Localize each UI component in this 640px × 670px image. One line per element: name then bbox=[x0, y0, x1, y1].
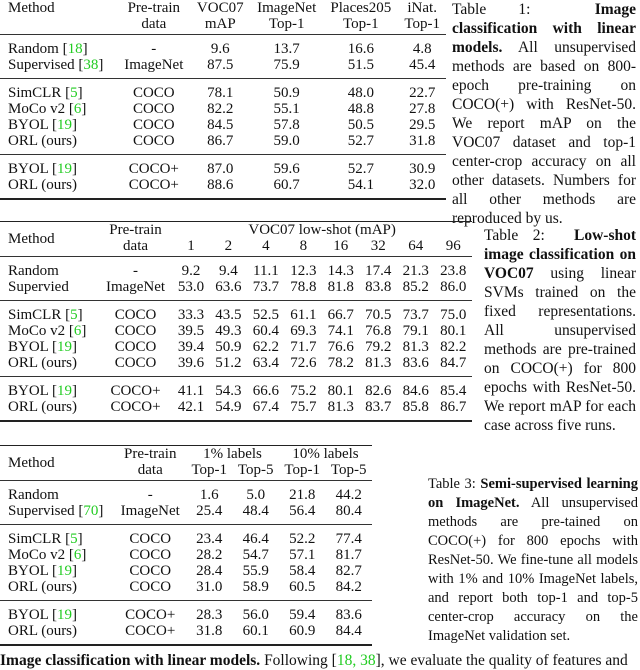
citation-link[interactable]: 5 bbox=[70, 307, 78, 323]
value-cell: 87.5 bbox=[207, 57, 234, 73]
citation-link[interactable]: 18 bbox=[67, 41, 83, 57]
value-cell: 39.6 bbox=[177, 355, 205, 371]
value-cell: 85.4 bbox=[434, 377, 472, 400]
pretrain-data-cell: COCO+ bbox=[114, 623, 186, 645]
value-cell: 59.6 bbox=[250, 155, 323, 178]
value-cell: 11.1 bbox=[247, 257, 284, 280]
value-cell: 28.2 bbox=[196, 547, 223, 563]
value-cell: 44.2 bbox=[325, 481, 372, 504]
pretrain-data-cell: - bbox=[114, 481, 186, 504]
column-header: Method bbox=[8, 0, 55, 16]
value-cell: 17.4 bbox=[360, 257, 397, 280]
citation-link[interactable]: 5 bbox=[70, 85, 78, 101]
value-cell: 54.3 bbox=[210, 377, 247, 400]
method-name: BYOL bbox=[8, 383, 49, 399]
pretrain-data-cell: COCO bbox=[129, 563, 172, 579]
table-row bbox=[0, 133, 446, 155]
table-3-caption bbox=[428, 475, 638, 646]
pretrain-data-cell: ImageNet bbox=[124, 57, 184, 73]
value-cell: 23.4 bbox=[186, 525, 232, 548]
citation-link[interactable]: 70 bbox=[83, 503, 99, 519]
table-row bbox=[0, 57, 446, 79]
value-cell: 75.9 bbox=[273, 57, 300, 73]
method-cell bbox=[0, 257, 99, 280]
table-row bbox=[0, 623, 372, 645]
value-cell: 48.8 bbox=[347, 101, 374, 117]
value-cell: 39.4 bbox=[177, 339, 205, 355]
value-cell: 25.4 bbox=[196, 503, 223, 519]
value-cell: 52.2 bbox=[279, 525, 325, 548]
method-cell: MoCo v2 [6] bbox=[8, 101, 87, 117]
table-row bbox=[0, 601, 372, 624]
value-cell: 33.3 bbox=[172, 301, 209, 324]
table-row bbox=[0, 177, 446, 199]
caption-text: All unsupervised methods are based on 800-epoch pre-training on COCO(+) with ResNet-50. We report mAP on the VOC07 dataset and top-1 center-crop accuracy on all other datasets. Numbers for all other methods are reproduced by us. bbox=[452, 39, 636, 227]
column-header: 32 bbox=[370, 238, 386, 254]
table-2-low-shot bbox=[0, 221, 472, 422]
value-cell: 1.6 bbox=[186, 481, 232, 504]
column-header: 1 bbox=[187, 238, 195, 254]
value-cell: 56.4 bbox=[289, 503, 316, 519]
table-row bbox=[0, 481, 372, 504]
method-name: ORL (ours) bbox=[8, 399, 78, 415]
value-cell: 50.5 bbox=[347, 117, 374, 133]
value-cell: 82.2 bbox=[207, 101, 234, 117]
column-header: Places205 bbox=[330, 0, 392, 16]
pretrain-data-cell: COCO bbox=[132, 101, 175, 117]
column-header: VOC07 bbox=[196, 0, 244, 16]
value-cell: 84.2 bbox=[335, 579, 362, 595]
value-cell: 61.1 bbox=[285, 301, 322, 324]
value-cell: 82.7 bbox=[335, 563, 362, 579]
value-cell: 32.0 bbox=[398, 177, 446, 199]
method-name: Supervised bbox=[8, 503, 75, 519]
value-cell: 73.7 bbox=[397, 301, 434, 324]
value-cell: 71.7 bbox=[290, 339, 317, 355]
caption-label: Table 3: bbox=[428, 476, 476, 492]
value-cell: 57.1 bbox=[289, 547, 316, 563]
method-name: Random bbox=[8, 41, 59, 57]
pretrain-data-cell: COCO bbox=[129, 579, 172, 595]
value-cell: 58.9 bbox=[242, 579, 269, 595]
column-header: Top-1 bbox=[284, 462, 321, 478]
value-cell: 83.6 bbox=[325, 601, 372, 624]
value-cell: 76.6 bbox=[327, 339, 354, 355]
method-cell: Supervised [38] bbox=[8, 57, 104, 73]
method-name: MoCo v2 bbox=[8, 323, 66, 339]
table-row bbox=[0, 339, 472, 355]
method-cell: MoCo v2 [6] bbox=[8, 547, 87, 563]
method-name: BYOL bbox=[8, 607, 49, 623]
value-cell: 46.4 bbox=[233, 525, 279, 548]
value-cell: 39.5 bbox=[177, 323, 205, 339]
value-cell: 80.4 bbox=[335, 503, 362, 519]
column-header: Top-1 bbox=[268, 16, 305, 32]
column-header: Top-5 bbox=[237, 462, 274, 478]
pretrain-data-cell: COCO bbox=[132, 117, 175, 133]
column-header: Method bbox=[8, 455, 55, 471]
value-cell: 80.1 bbox=[322, 377, 359, 400]
value-cell: 78.2 bbox=[327, 355, 354, 371]
pretrain-data-cell: COCO bbox=[114, 355, 157, 371]
column-header: 96 bbox=[445, 238, 461, 254]
body-paragraph bbox=[0, 652, 628, 670]
paragraph-heading: Image classification with linear models. bbox=[0, 652, 261, 669]
method-cell bbox=[0, 355, 99, 377]
column-header: 8 bbox=[299, 238, 308, 254]
method-name: Random bbox=[8, 487, 59, 503]
method-cell: BYOL [19] bbox=[8, 339, 78, 355]
value-cell: 83.7 bbox=[360, 399, 397, 421]
value-cell: 83.6 bbox=[402, 355, 429, 371]
value-cell: 81.3 bbox=[322, 399, 359, 421]
method-name: SimCLR bbox=[8, 307, 62, 323]
citation-link[interactable]: 6 bbox=[73, 547, 82, 563]
method-name: Supervied bbox=[8, 279, 69, 295]
column-header: Top-1 bbox=[404, 16, 440, 32]
citation-link[interactable]: 19 bbox=[57, 339, 73, 355]
value-cell: 57.8 bbox=[273, 117, 300, 133]
table-row bbox=[0, 155, 446, 178]
method-cell bbox=[0, 177, 117, 199]
column-header: 1% labels bbox=[203, 446, 262, 462]
pretrain-data-cell: COCO+ bbox=[117, 177, 190, 199]
method-cell bbox=[0, 399, 99, 421]
method-name: SimCLR bbox=[8, 85, 62, 101]
pretrain-data-cell: COCO bbox=[114, 339, 157, 355]
value-cell: 53.0 bbox=[177, 279, 205, 295]
caption-text: All unsupervised methods are pre-tained on COCO(+) for 800 epochs with ResNet-50. We fine-tune all models with 1% and 10% ImageNet labels, and report both top-1 and top-5 center-crop accuracy on the ImageNet validation set. bbox=[428, 495, 638, 644]
table-row bbox=[0, 355, 472, 377]
column-header: Pre-train bbox=[109, 222, 162, 238]
method-cell bbox=[0, 623, 114, 645]
method-name: ORL (ours) bbox=[8, 355, 78, 371]
value-cell: 60.9 bbox=[279, 623, 325, 645]
value-cell: 51.2 bbox=[215, 355, 242, 371]
column-header: Top-1 bbox=[343, 16, 379, 32]
method-name: SimCLR bbox=[8, 531, 62, 547]
value-cell: 55.1 bbox=[273, 101, 300, 117]
value-cell: 31.8 bbox=[186, 623, 232, 645]
table-row bbox=[0, 377, 472, 400]
pretrain-data-cell: COCO bbox=[129, 547, 172, 563]
value-cell: 59.0 bbox=[273, 133, 300, 149]
column-header: ImageNet bbox=[257, 0, 317, 16]
column-header: 4 bbox=[262, 238, 270, 254]
column-header: Method bbox=[8, 231, 55, 247]
method-cell bbox=[0, 579, 114, 601]
method-cell: SimCLR [5] bbox=[0, 301, 99, 324]
value-cell: 79.1 bbox=[402, 323, 429, 339]
method-cell: BYOL [19] bbox=[0, 377, 99, 400]
value-cell: 80.1 bbox=[440, 323, 467, 339]
method-cell: Supervised [70] bbox=[8, 503, 104, 519]
table-row bbox=[0, 579, 372, 601]
caption-title: Semi-supervised learning on ImageNet. bbox=[428, 476, 638, 511]
caption-title: Image classification with linear models. bbox=[452, 1, 637, 56]
pretrain-data-cell: COCO bbox=[117, 79, 190, 102]
value-cell: 52.7 bbox=[347, 133, 374, 149]
value-cell: 4.8 bbox=[398, 35, 446, 58]
caption-label: Table 1: bbox=[452, 1, 531, 18]
citation-link[interactable]: 19 bbox=[57, 383, 73, 399]
value-cell: 85.8 bbox=[397, 399, 434, 421]
table-row bbox=[0, 323, 472, 339]
method-name: BYOL bbox=[8, 161, 49, 177]
method-cell: BYOL [19] bbox=[8, 117, 78, 133]
table-row bbox=[0, 547, 372, 563]
value-cell: 14.3 bbox=[322, 257, 359, 280]
table-row bbox=[0, 503, 372, 525]
value-cell: 9.4 bbox=[210, 257, 247, 280]
column-header: 16 bbox=[333, 238, 349, 254]
citation-link[interactable]: 38 bbox=[83, 57, 99, 73]
pretrain-data-cell: COCO bbox=[114, 525, 186, 548]
value-cell: 23.8 bbox=[434, 257, 472, 280]
value-cell: 84.4 bbox=[325, 623, 372, 645]
value-cell: 60.1 bbox=[233, 623, 279, 645]
method-cell bbox=[0, 481, 114, 504]
value-cell: 31.0 bbox=[196, 579, 223, 595]
value-cell: 31.8 bbox=[409, 133, 436, 149]
method-name: BYOL bbox=[8, 117, 49, 133]
pretrain-data-cell: COCO+ bbox=[99, 399, 172, 421]
value-cell: 75.0 bbox=[434, 301, 472, 324]
method-cell: BYOL [19] bbox=[0, 601, 114, 624]
value-cell: 21.8 bbox=[279, 481, 325, 504]
value-cell: 63.6 bbox=[215, 279, 242, 295]
value-cell: 22.7 bbox=[398, 79, 446, 102]
value-cell: 28.3 bbox=[186, 601, 232, 624]
method-cell: MoCo v2 [6] bbox=[8, 323, 87, 339]
method-name: BYOL bbox=[8, 563, 49, 579]
table-row bbox=[0, 79, 446, 102]
value-cell: 48.4 bbox=[242, 503, 269, 519]
paragraph-text: Following [ bbox=[264, 652, 337, 669]
column-header: 64 bbox=[408, 238, 424, 254]
method-cell: BYOL [19] bbox=[8, 563, 78, 579]
column-header: data bbox=[123, 238, 149, 254]
value-cell: 12.3 bbox=[285, 257, 322, 280]
table-2-caption bbox=[484, 226, 636, 435]
citation-link[interactable]: 19 bbox=[57, 161, 73, 177]
table-row bbox=[0, 279, 472, 301]
pretrain-data-cell: ImageNet bbox=[120, 503, 180, 519]
value-cell: 27.8 bbox=[409, 101, 436, 117]
column-header: Top-1 bbox=[191, 462, 228, 478]
pretrain-data-cell: COCO+ bbox=[117, 155, 190, 178]
table-1-caption bbox=[452, 0, 636, 228]
pretrain-data-cell: COCO+ bbox=[114, 601, 186, 624]
citation-link[interactable]: 19 bbox=[57, 563, 73, 579]
method-cell: SimCLR [5] bbox=[0, 79, 117, 102]
value-cell: 30.9 bbox=[398, 155, 446, 178]
table-row bbox=[0, 117, 446, 133]
value-cell: 60.5 bbox=[289, 579, 316, 595]
value-cell: 85.2 bbox=[402, 279, 429, 295]
value-cell: 78.8 bbox=[290, 279, 317, 295]
method-cell: BYOL [19] bbox=[0, 155, 117, 178]
value-cell: 54.1 bbox=[323, 177, 398, 199]
value-cell: 66.7 bbox=[322, 301, 359, 324]
value-cell: 75.2 bbox=[285, 377, 322, 400]
value-cell: 58.4 bbox=[289, 563, 316, 579]
table-row bbox=[0, 525, 372, 548]
pretrain-data-cell: - bbox=[117, 35, 190, 58]
value-cell: 81.8 bbox=[327, 279, 354, 295]
method-name: BYOL bbox=[8, 339, 49, 355]
column-header: data bbox=[137, 462, 163, 478]
value-cell: 67.4 bbox=[247, 399, 284, 421]
pretrain-data-cell: COCO bbox=[132, 133, 175, 149]
caption-text: using linear SVMs trained on the fixed representations. All unsupervised methods are pre-trained on COCO(+) for 800 epochs with ResNet-50. We report mAP for each case across five runs. bbox=[484, 265, 637, 434]
value-cell: 86.7 bbox=[207, 133, 234, 149]
value-cell: 16.6 bbox=[323, 35, 398, 58]
value-cell: 51.5 bbox=[347, 57, 374, 73]
citation-link[interactable]: 6 bbox=[73, 323, 82, 339]
value-cell: 78.1 bbox=[190, 79, 250, 102]
value-cell: 60.4 bbox=[252, 323, 279, 339]
value-cell: 73.7 bbox=[252, 279, 279, 295]
value-cell: 72.6 bbox=[290, 355, 317, 371]
value-cell: 86.0 bbox=[440, 279, 467, 295]
value-cell: 74.1 bbox=[327, 323, 354, 339]
pretrain-data-cell: - bbox=[99, 257, 172, 280]
method-cell bbox=[0, 133, 117, 155]
value-cell: 70.5 bbox=[360, 301, 397, 324]
column-header: VOC07 low-shot (mAP) bbox=[248, 222, 396, 238]
value-cell: 9.2 bbox=[172, 257, 209, 280]
value-cell: 63.4 bbox=[252, 355, 279, 371]
column-header: data bbox=[141, 16, 167, 32]
method-name: ORL (ours) bbox=[8, 579, 78, 595]
table-row bbox=[0, 101, 446, 117]
column-header: Pre-train bbox=[127, 0, 181, 16]
method-cell: Random [18] bbox=[0, 35, 117, 58]
value-cell: 82.6 bbox=[360, 377, 397, 400]
method-cell: SimCLR [5] bbox=[0, 525, 114, 548]
method-name: ORL (ours) bbox=[8, 623, 78, 639]
value-cell: 84.7 bbox=[440, 355, 467, 371]
value-cell: 81.3 bbox=[365, 355, 392, 371]
pretrain-data-cell: COCO+ bbox=[99, 377, 172, 400]
pretrain-data-cell: COCO bbox=[114, 323, 157, 339]
value-cell: 79.2 bbox=[365, 339, 392, 355]
citation-link[interactable]: 5 bbox=[70, 531, 78, 547]
method-name: Supervised bbox=[8, 57, 75, 73]
value-cell: 54.9 bbox=[210, 399, 247, 421]
value-cell: 56.0 bbox=[233, 601, 279, 624]
column-header: 10% labels bbox=[292, 446, 359, 462]
pretrain-data-cell: ImageNet bbox=[105, 279, 166, 295]
value-cell: 52.7 bbox=[323, 155, 398, 178]
value-cell: 87.0 bbox=[190, 155, 250, 178]
citation-link[interactable]: 19 bbox=[57, 117, 73, 133]
table-3-semi-supervised bbox=[0, 445, 372, 646]
column-header: 2 bbox=[224, 238, 233, 254]
citation-link[interactable]: 6 bbox=[73, 101, 82, 117]
value-cell: 62.2 bbox=[252, 339, 279, 355]
column-header: iNat. bbox=[407, 0, 437, 16]
value-cell: 66.6 bbox=[247, 377, 284, 400]
method-name: MoCo v2 bbox=[8, 101, 66, 117]
column-header: mAP bbox=[204, 16, 236, 32]
value-cell: 50.9 bbox=[250, 79, 323, 102]
value-cell: 21.3 bbox=[397, 257, 434, 280]
value-cell: 83.8 bbox=[365, 279, 392, 295]
value-cell: 13.7 bbox=[250, 35, 323, 58]
caption-title: Low-shot image classification on VOC07 bbox=[484, 227, 637, 282]
value-cell: 81.7 bbox=[335, 547, 362, 563]
value-cell: 41.1 bbox=[172, 377, 209, 400]
value-cell: 48.0 bbox=[323, 79, 398, 102]
column-header: Pre-train bbox=[124, 446, 177, 462]
value-cell: 75.7 bbox=[285, 399, 322, 421]
value-cell: 77.4 bbox=[325, 525, 372, 548]
method-name: ORL (ours) bbox=[8, 133, 78, 149]
method-name: MoCo v2 bbox=[8, 547, 66, 563]
value-cell: 42.1 bbox=[172, 399, 209, 421]
value-cell: 69.3 bbox=[290, 323, 317, 339]
pretrain-data-cell: COCO bbox=[99, 301, 172, 324]
value-cell: 84.6 bbox=[397, 377, 434, 400]
table-row bbox=[0, 563, 372, 579]
method-name: Random bbox=[8, 263, 59, 279]
value-cell: 60.7 bbox=[250, 177, 323, 199]
value-cell: 45.4 bbox=[409, 57, 436, 73]
value-cell: 49.3 bbox=[215, 323, 242, 339]
table-row bbox=[0, 35, 446, 58]
table-row bbox=[0, 301, 472, 324]
value-cell: 50.9 bbox=[215, 339, 242, 355]
value-cell: 84.5 bbox=[207, 117, 234, 133]
table-row bbox=[0, 257, 472, 280]
caption-label: Table 2: bbox=[484, 227, 545, 244]
table-row bbox=[0, 399, 472, 421]
citation-link[interactable]: 18, 38 bbox=[336, 652, 376, 669]
value-cell: 88.6 bbox=[190, 177, 250, 199]
paragraph-text: ], we evaluate the quality of features and bbox=[375, 652, 628, 669]
value-cell: 9.6 bbox=[190, 35, 250, 58]
method-cell bbox=[0, 279, 99, 301]
column-header: Top-5 bbox=[330, 462, 367, 478]
value-cell: 28.4 bbox=[196, 563, 223, 579]
value-cell: 76.8 bbox=[365, 323, 392, 339]
citation-link[interactable]: 19 bbox=[57, 607, 73, 623]
value-cell: 82.2 bbox=[440, 339, 467, 355]
value-cell: 5.0 bbox=[233, 481, 279, 504]
value-cell: 54.7 bbox=[242, 547, 269, 563]
value-cell: 29.5 bbox=[409, 117, 436, 133]
value-cell: 86.7 bbox=[434, 399, 472, 421]
table-1-linear-classification bbox=[0, 0, 446, 200]
value-cell: 55.9 bbox=[242, 563, 269, 579]
method-name: ORL (ours) bbox=[8, 177, 78, 193]
value-cell: 43.5 bbox=[210, 301, 247, 324]
value-cell: 52.5 bbox=[247, 301, 284, 324]
value-cell: 59.4 bbox=[279, 601, 325, 624]
value-cell: 81.3 bbox=[402, 339, 429, 355]
